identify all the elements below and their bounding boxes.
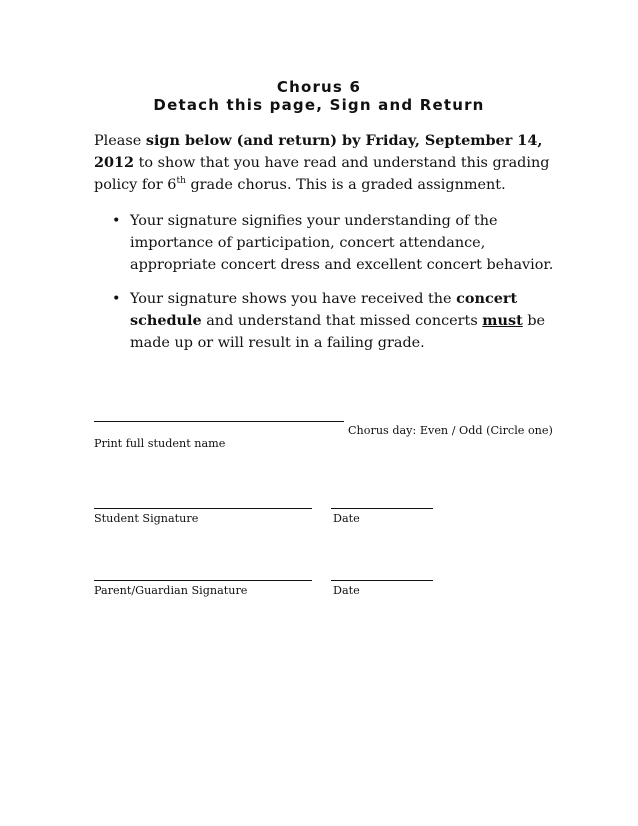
print-name-line[interactable] bbox=[94, 421, 344, 422]
intro-text-1: Please bbox=[94, 133, 146, 149]
intro-deadline: sign below (and return) by Friday, September 14, 2012 bbox=[94, 132, 543, 171]
bullet-dot-icon: • bbox=[112, 213, 121, 229]
bullet-list-1 bbox=[94, 210, 564, 276]
chorus-day-label: Chorus day: Even / Odd (Circle one) bbox=[348, 424, 553, 437]
parent-date-label: Date bbox=[333, 584, 360, 597]
student-signature-line[interactable] bbox=[94, 508, 312, 509]
intro-superscript: th bbox=[176, 176, 186, 187]
student-signature-label: Student Signature bbox=[94, 512, 199, 525]
bullet-concert-schedule: concert schedule bbox=[130, 290, 518, 329]
parent-signature-label: Parent/Guardian Signature bbox=[94, 584, 248, 597]
student-date-label: Date bbox=[333, 512, 360, 525]
bullet-item-participation bbox=[94, 210, 564, 276]
page-subtitle: Detach this page, Sign and Return bbox=[153, 96, 485, 114]
bullet-text-a: Your signature shows you have received the bbox=[130, 291, 457, 307]
bullet-list-2 bbox=[94, 288, 564, 354]
bullet-item-schedule bbox=[94, 288, 564, 354]
parent-date-line[interactable] bbox=[331, 580, 433, 581]
intro-text-2: to show that you have read and understand this grading policy for 6 bbox=[94, 155, 550, 193]
bullet-dot-icon: • bbox=[112, 291, 121, 307]
student-date-line[interactable] bbox=[331, 508, 433, 509]
intro-text-3: grade chorus. This is a graded assignment. bbox=[185, 177, 506, 193]
bullet-text: Your signature signifies your understanding of the importance of participation, concert attendance, appropriate concert dress and excellent concert behavior. bbox=[130, 213, 554, 273]
parent-signature-line[interactable] bbox=[94, 580, 312, 581]
bullet-text-c: be made up or will result in a failing grade. bbox=[130, 313, 546, 351]
bullet-must: must bbox=[482, 312, 523, 329]
bullet-text-b: and understand that missed concerts bbox=[201, 313, 483, 329]
page-title: Chorus 6 bbox=[276, 78, 362, 96]
print-name-label: Print full student name bbox=[94, 437, 226, 450]
intro-paragraph bbox=[94, 130, 564, 196]
